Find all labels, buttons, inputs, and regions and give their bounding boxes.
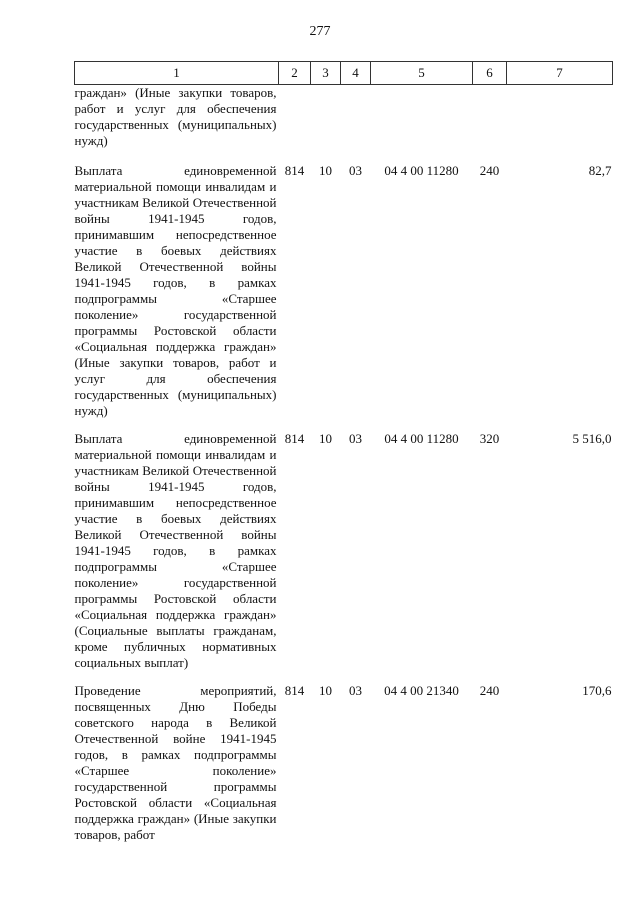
row-name: Проведение мероприятий, посвященных Дню Победы советского народа в Великой Отечественной войне 1941-1945 годов, в рамках подпрограммы «Старшее поколение» государственной программы Ростовской области «Социальная поддержка граждан» (Иные закупки товаров, работ — [74, 683, 277, 842]
cell-amount: 170,6 — [582, 683, 612, 698]
budget-table — [74, 61, 613, 855]
cell-expense-type: 240 — [479, 163, 500, 178]
column-header-1: 1 — [75, 62, 279, 85]
cell-target-article: 04 4 00 11280 — [384, 163, 459, 178]
cell-amount: 5 516,0 — [572, 431, 612, 446]
column-header-2: 2 — [279, 62, 311, 85]
cell-subsection: 03 — [349, 683, 362, 698]
column-header-7: 7 — [507, 62, 613, 85]
column-header-3: 3 — [311, 62, 341, 85]
page-number: 277 — [309, 24, 331, 39]
cell-ministry-code: 814 — [284, 431, 305, 446]
table-row — [75, 163, 613, 431]
cell-expense-type: 240 — [479, 683, 500, 698]
cell-expense-type: 320 — [479, 431, 500, 446]
column-header-6: 6 — [473, 62, 507, 85]
table-row — [75, 431, 613, 683]
cell-subsection: 03 — [349, 431, 362, 446]
row-name: Выплата единовременной материальной помощи инвалидам и участникам Великой Отечественной войны 1941-1945 годов, принимавшим непосредственное участие в боевых действиях Великой Отечественной войны 1941-1945 годов, в рамках подпрограммы «Старшее поколение» государственной программы Ростовской области «Социальная поддержка граждан» (Социальные выплаты гражданам, кроме публичных нормативных социальных выплат) — [74, 431, 277, 670]
table-row-continuation — [75, 85, 613, 164]
column-header-row — [75, 62, 613, 85]
cell-ministry-code: 814 — [284, 163, 305, 178]
row-name: граждан» (Иные закупки товаров, работ и услуг для обеспечения государственных (муниципальных) нужд) — [74, 85, 277, 148]
cell-section: 10 — [319, 163, 332, 178]
row-name: Выплата единовременной материальной помощи инвалидам и участникам Великой Отечественной войны 1941-1945 годов, принимавшим непосредственное участие в боевых действиях Великой Отечественной войны 1941-1945 годов, в рамках подпрограммы «Старшее поколение» государственной программы Ростовской области «Социальная поддержка граждан» (Иные закупки товаров, работ и услуг для обеспечения государственных (муниципальных) нужд) — [74, 163, 277, 418]
cell-subsection: 03 — [349, 163, 362, 178]
table-row — [75, 683, 613, 855]
column-header-5: 5 — [371, 62, 473, 85]
cell-target-article: 04 4 00 21340 — [384, 683, 459, 698]
cell-amount: 82,7 — [588, 163, 612, 178]
cell-ministry-code: 814 — [284, 683, 305, 698]
cell-section: 10 — [319, 431, 332, 446]
cell-section: 10 — [319, 683, 332, 698]
column-header-4: 4 — [341, 62, 371, 85]
cell-target-article: 04 4 00 11280 — [384, 431, 459, 446]
